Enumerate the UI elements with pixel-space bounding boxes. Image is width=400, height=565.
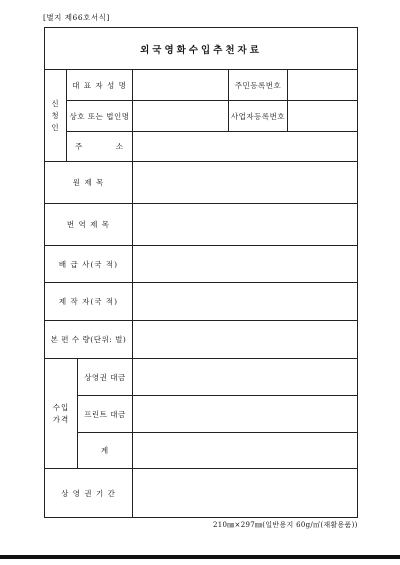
paper-spec-note: 210㎜×297㎜(일반용지 60g/㎡(재활용품)) (213, 521, 358, 529)
original-title-label: 원 제 목 (45, 162, 133, 204)
distributor-label: 배 급 사(국 적) (45, 246, 133, 283)
rep-name-field[interactable] (133, 70, 229, 101)
screening-period-field[interactable] (133, 469, 357, 517)
applicant-label-char-3: 인 (51, 122, 60, 132)
total-label: 계 (78, 433, 133, 469)
screening-period-label: 상 영 권 기 간 (45, 469, 133, 517)
form-number: [별지 제66호서식] (43, 13, 110, 22)
form-title: 외국영화수입추천자료 (45, 28, 357, 70)
reel-count-label: 본 편 수 량(단위: 벌) (45, 321, 133, 359)
address-label (67, 132, 133, 162)
producer-label: 제 작 자(국 적) (45, 283, 133, 321)
address-label-char-2: 소 (115, 142, 124, 151)
total-field[interactable] (133, 433, 357, 469)
address-field[interactable] (133, 132, 357, 162)
applicant-label-char-1: 신 (51, 98, 60, 108)
address-label-char-1: 주 (75, 142, 84, 151)
screening-fee-label: 상영권 대금 (78, 359, 133, 396)
print-fee-field[interactable] (133, 396, 357, 433)
rep-name-label: 대 표 자 성 명 (67, 70, 133, 101)
translated-title-field[interactable] (133, 204, 357, 246)
import-price-label-line-2: 가격 (52, 414, 70, 424)
resident-no-field[interactable] (288, 70, 357, 101)
business-no-label: 사업자등록번호 (229, 101, 288, 132)
page-bottom-rule (0, 555, 400, 559)
distributor-field[interactable] (133, 246, 357, 283)
company-name-field[interactable] (133, 101, 229, 132)
applicant-group-label (45, 70, 67, 162)
original-title-field[interactable] (133, 162, 357, 204)
applicant-label-char-2: 청 (51, 110, 60, 120)
business-no-field[interactable] (288, 101, 357, 132)
producer-field[interactable] (133, 283, 357, 321)
screening-fee-field[interactable] (133, 359, 357, 396)
company-name-label: 상호 또는 법인명 (67, 101, 133, 132)
reel-count-field[interactable] (133, 321, 357, 359)
resident-no-label: 주민등록번호 (229, 70, 288, 101)
recommendation-form (44, 27, 358, 518)
translated-title-label: 번 역 제 목 (45, 204, 133, 246)
import-price-group-label (45, 359, 78, 469)
import-price-label-line-1: 수입 (52, 402, 70, 412)
print-fee-label: 프린트 대금 (78, 396, 133, 433)
